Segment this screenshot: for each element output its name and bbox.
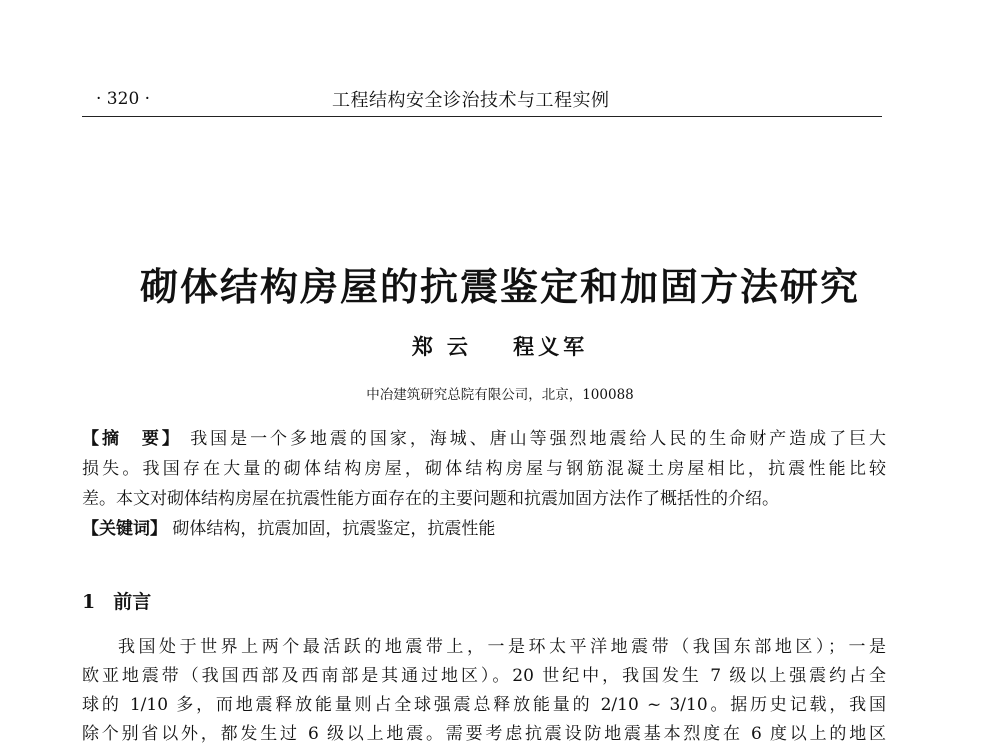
body-line: 球的 1/10 多，而地震释放能量则占全球强震总释放能量的 2/10 ~ 3/10。据历史记载，我国 — [82, 695, 886, 715]
section-heading — [82, 587, 151, 614]
keywords-label: 【关键词】 — [82, 519, 167, 539]
abstract-label: 【摘 要】 — [82, 429, 182, 449]
abstract-line — [82, 424, 886, 454]
running-header — [82, 86, 882, 117]
abstract-line: 差。本文对砌体结构房屋在抗震性能方面存在的主要问题和抗震加固方法作了概括性的介绍。 — [82, 489, 779, 509]
author-name: 郑云 — [411, 334, 482, 359]
page-number: · 320 · — [96, 89, 151, 109]
article-title: 砌体结构房屋的抗震鉴定和加固方法研究 — [139, 264, 860, 309]
keywords-text: 砌体结构，抗震加固，抗震鉴定，抗震性能 — [172, 519, 496, 539]
keywords — [82, 514, 886, 544]
body-paragraph — [82, 633, 886, 744]
section-title: 前言 — [113, 591, 152, 613]
author-list — [0, 331, 1000, 361]
abstract-text: 我国是一个多地震的国家，海城、唐山等强烈地震给人民的生命财产造成了巨大 — [190, 429, 887, 449]
abstract — [82, 424, 886, 514]
body-line: 除个别省以外，都发生过 6 级以上地震。需要考虑抗震设防地震基本烈度在 6 度以上的地区 — [82, 724, 886, 744]
section-number: 1 — [82, 591, 96, 613]
body-line: 我国处于世界上两个最活跃的地震带上，一是环太平洋地震带（我国东部地区）；一是 — [118, 637, 886, 657]
author-name: 程义军 — [513, 334, 589, 359]
abstract-line: 损失。我国存在大量的砌体结构房屋，砌体结构房屋与钢筋混凝土房屋相比，抗震性能比较 — [82, 459, 886, 479]
body-line: 欧亚地震带（我国西部及西南部是其通过地区）。20 世纪中，我国发生 7 级以上强震约占全 — [82, 666, 886, 686]
author-affiliation: 中冶建筑研究总院有限公司，北京，100088 — [366, 387, 634, 403]
book-title: 工程结构安全诊治技术与工程实例 — [332, 90, 610, 111]
